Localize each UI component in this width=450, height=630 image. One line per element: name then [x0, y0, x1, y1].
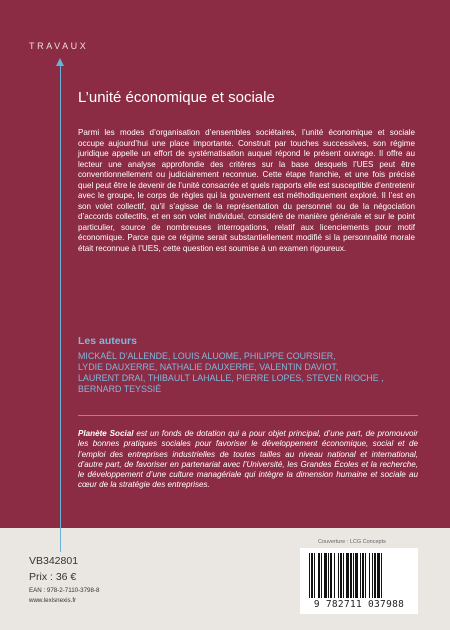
author-name: VALENTIN DAVIOT, [259, 362, 339, 372]
foundation-text [78, 429, 418, 491]
author-name: PHILIPPE COURSIER, [243, 351, 336, 361]
ean-code: EAN : 978-2-7110-3798-8 [29, 587, 100, 594]
book-title: L’unité économique et sociale [78, 89, 275, 106]
author-name: NATHALIE DAUXERRE, [159, 362, 257, 372]
barcode-number: 9 782711 037988 [313, 599, 405, 610]
foundation-description: est un fonds de dotation qui a pour objet principal, d’une part, de promouvoir les bonnes pratiques sociales pour favoriser le développement économique, social et de l’emploi des entreprises industrielles de toutes tailles au niveau national et international, d’autre part, de favoriser en partenariat avec l’Université, les Grandes Écoles et la recherche, le développement d’une culture managériale qui intègre la dimension humaine et sociale au cœur de la stratégie des entreprises. [78, 429, 418, 490]
authors-list [78, 351, 418, 395]
summary-text: Parmi les modes d’organisation d’ensembles sociétaires, l’unité économique et sociale occupe aujourd’hui une place importante. Construit par touches successives, son régime juridique appelle un effort de systématisation auquel répond le présent ouvrage. Il offre au lecteur une analyse approfondie des critères sur la base desquels l’UES peut être conventionnellement ou judiciairement reconnue. Cette étape franchie, et une fois précisé quel peut être le devenir de l’unité consacrée et quels rapports elle est susceptible d’entretenir avec le groupe, le corps de règles qui la gouvernent est méthodiquement exploré. Il l’est en son volet collectif, qu’il s’agisse de la représentation du personnel ou de la négociation d’accords collectifs, et en son volet individuel, considéré de manière générale et sur le point particulier, source de nombreuses interrogations, relatif aux licenciements pour motif économique. Parce que ce régime serait substantiellement modifié si la personnalité morale était reconnue à l’UES, cette question est soumise à un examen rigoureux. [78, 128, 415, 253]
barcode-bars-icon [309, 553, 409, 598]
barcode [300, 548, 418, 614]
reference-code: VB342801 [29, 555, 79, 567]
price: Prix : 36 € [29, 571, 77, 583]
foundation-name: Planète Social [78, 429, 134, 438]
series-label: TRAVAUX [29, 41, 89, 51]
vertical-rule [60, 64, 61, 552]
author-name: BERNARD TEYSSIÉ [78, 384, 162, 394]
author-name: LOUIS ALUOME, [172, 351, 242, 361]
author-name: STEVEN RIOCHE , [306, 373, 384, 383]
author-name: PIERRE LOPES, [236, 373, 304, 383]
authors-heading: Les auteurs [78, 335, 137, 347]
publisher-url: www.lexisnexis.fr [29, 597, 77, 604]
section-divider [78, 415, 418, 416]
author-name: LAURENT DRAI, [78, 373, 146, 383]
author-name: THIBAULT LAHALLE, [147, 373, 234, 383]
cover-credit: Couverture : LCG Concepts [318, 539, 386, 545]
author-name: MICKAËL D’ALLENDE, [78, 351, 171, 361]
author-name: LYDIE DAUXERRE, [78, 362, 158, 372]
